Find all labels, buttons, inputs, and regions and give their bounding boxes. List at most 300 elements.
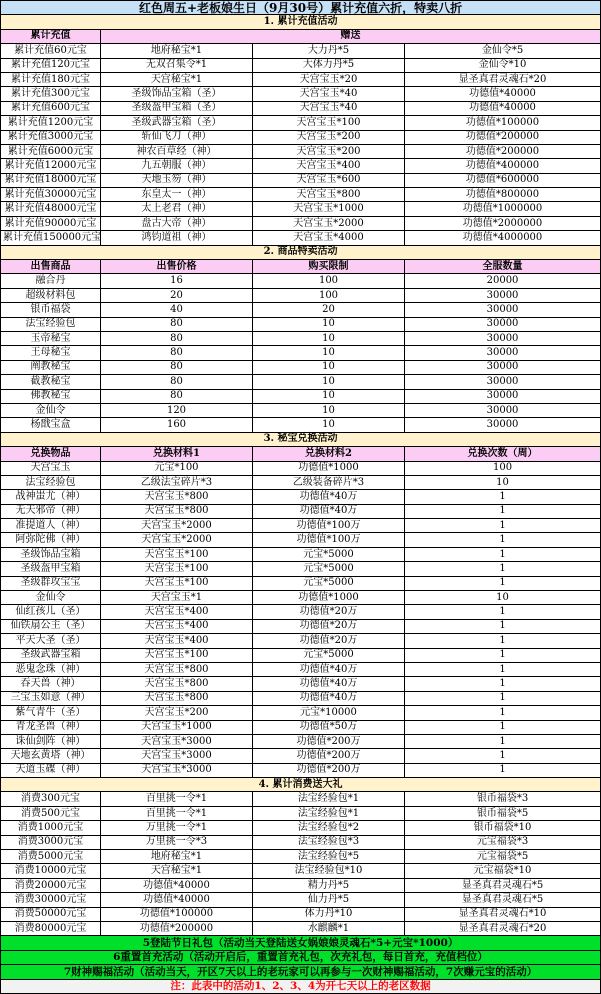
table-cell: 大力丹*5	[253, 44, 405, 58]
table-cell: 30000	[405, 346, 601, 360]
table-cell: 盘古大帝（神）	[101, 216, 253, 230]
table-cell: 圣级盔甲宝箱（圣）	[101, 101, 253, 115]
table-row	[1, 519, 601, 533]
table-cell: 累计充值30000元宝	[1, 188, 101, 202]
table-cell: 百里挑一令*1	[101, 806, 253, 820]
table-row	[1, 475, 601, 489]
column-header: 出售价格	[101, 260, 253, 274]
table-cell: 融合丹	[1, 274, 101, 288]
table-cell: 消费10000元宝	[1, 864, 101, 878]
table-cell: 30000	[405, 403, 601, 417]
table-cell: 仙铁扇公主（圣）	[1, 619, 101, 633]
table-cell: 20	[101, 288, 253, 302]
table-cell: 累计充值600元宝	[1, 101, 101, 115]
table-cell: 显圣真君灵魂石*5	[405, 893, 601, 907]
table-cell: 平天大圣（圣）	[1, 634, 101, 648]
table-cell: 功德值*400000	[405, 159, 601, 173]
table-cell: 地府秘宝*1	[101, 850, 253, 864]
table-cell: 功德值*40万	[253, 490, 405, 504]
table-cell: 显圣真君灵魂石*10	[405, 907, 601, 921]
table-cell: 累计充值300元宝	[1, 87, 101, 101]
table-cell: 功德值*2000000	[405, 216, 601, 230]
table-cell: 法宝经验包*1	[253, 792, 405, 806]
table-cell: 诛仙剑阵（神）	[1, 734, 101, 748]
table-cell: 法宝经验包	[1, 475, 101, 489]
section-heading	[1, 432, 601, 446]
table-cell: 天宫宝玉*200	[253, 144, 405, 158]
table-row	[1, 58, 601, 72]
table-cell: 10	[253, 418, 405, 432]
table-cell: 30000	[405, 331, 601, 345]
table-row	[1, 72, 601, 86]
table-cell: 100	[405, 461, 601, 475]
table-cell: 仙力丹*5	[253, 893, 405, 907]
table-cell: 三宝玉如意（神）	[1, 691, 101, 705]
header-row	[1, 29, 601, 43]
table-cell: 元宝*5000	[253, 648, 405, 662]
table-cell: 天宫宝玉*4000	[253, 231, 405, 245]
table-cell: 消费20000元宝	[1, 878, 101, 892]
table-cell: 功德值*100000	[405, 116, 601, 130]
table-cell: 无天邪帝（神）	[1, 504, 101, 518]
table-cell: 功德值*40000	[101, 893, 253, 907]
column-header: 兑换物品	[1, 447, 101, 461]
table-cell: 法宝经验包*5	[253, 850, 405, 864]
table-row	[1, 576, 601, 590]
table-row	[1, 173, 601, 187]
table-cell: 东皇太一（神）	[101, 188, 253, 202]
table-cell: 天宫宝玉*1000	[253, 202, 405, 216]
table-row	[1, 346, 601, 360]
table-cell: 1	[405, 720, 601, 734]
footer-row	[1, 979, 601, 993]
header-row	[1, 260, 601, 274]
table-cell: 天宫宝玉*3000	[101, 734, 253, 748]
section-heading	[1, 15, 601, 29]
table-row	[1, 907, 601, 921]
section-heading	[1, 245, 601, 259]
table-row	[1, 288, 601, 302]
table-cell: 30000	[405, 303, 601, 317]
table-cell: 圣级武器宝箱（圣）	[101, 116, 253, 130]
table-cell: 圣级饰品宝箱（圣）	[101, 87, 253, 101]
table-cell: 16	[101, 274, 253, 288]
section-title: 3. 秘宝兑换活动	[1, 432, 601, 446]
table-cell: 120	[101, 403, 253, 417]
table-row	[1, 202, 601, 216]
footer-row	[1, 965, 601, 979]
table-cell: 天宫秘宝*1	[101, 864, 253, 878]
table-cell: 元宝*5000	[253, 562, 405, 576]
table-cell: 功德值*200万	[253, 763, 405, 777]
table-cell: 天宫宝玉*1000	[101, 720, 253, 734]
table-cell: 30000	[405, 288, 601, 302]
table-cell: 百里挑一令*1	[101, 792, 253, 806]
table-cell: 功德值*20万	[253, 619, 405, 633]
table-cell: 30000	[405, 418, 601, 432]
table-cell: 1	[405, 533, 601, 547]
table-cell: 1	[405, 706, 601, 720]
table-cell: 天宫宝玉*400	[253, 159, 405, 173]
table-cell: 功德值*40万	[253, 662, 405, 676]
table-row	[1, 864, 601, 878]
table-cell: 80	[101, 346, 253, 360]
table-cell: 银币福袋*5	[405, 806, 601, 820]
table-cell: 1	[405, 662, 601, 676]
table-cell: 10	[253, 375, 405, 389]
table-row	[1, 706, 601, 720]
table-cell: 天宫宝玉*800	[253, 188, 405, 202]
table-cell: 天宫宝玉*100	[253, 116, 405, 130]
table-cell: 10	[405, 475, 601, 489]
table-cell: 吞天兽（神）	[1, 677, 101, 691]
table-cell: 元宝*5000	[253, 576, 405, 590]
table-cell: 80	[101, 331, 253, 345]
section-title: 4. 累计消费送大礼	[1, 778, 601, 792]
reset-first-recharge-activity: 6重置首充活动（活动开启后，重置首充礼包，次充礼包，每日首充，充值档位）	[1, 950, 601, 964]
table-cell: 天道玉碟（神）	[1, 763, 101, 777]
table-cell: 太上老君（神）	[101, 202, 253, 216]
table-row	[1, 418, 601, 432]
table-row	[1, 878, 601, 892]
header-row	[1, 447, 601, 461]
table-row	[1, 403, 601, 417]
table-cell: 消费50000元宝	[1, 907, 101, 921]
table-cell: 消费500元宝	[1, 806, 101, 820]
table-cell: 金仙令*5	[405, 44, 601, 58]
table-cell: 银币福袋	[1, 303, 101, 317]
table-cell: 100	[253, 274, 405, 288]
table-row	[1, 792, 601, 806]
table-cell: 大体力丹*5	[253, 58, 405, 72]
table-cell: 功德值*50万	[253, 720, 405, 734]
table-cell: 阿弥陀佛（神）	[1, 533, 101, 547]
table-cell: 1	[405, 648, 601, 662]
footer-row	[1, 950, 601, 964]
table-cell: 20	[253, 303, 405, 317]
table-row	[1, 634, 601, 648]
table-row	[1, 662, 601, 676]
column-header: 兑换次数（周）	[405, 447, 601, 461]
column-header: 赠送	[101, 29, 601, 43]
table-cell: 法宝经验包*1	[253, 806, 405, 820]
table-cell: 功德值*100万	[253, 519, 405, 533]
table-row	[1, 893, 601, 907]
table-cell: 天宫宝玉*800	[101, 490, 253, 504]
table-cell: 1	[405, 619, 601, 633]
table-cell: 功德值*20万	[253, 605, 405, 619]
table-cell: 消费1000元宝	[1, 821, 101, 835]
table-row	[1, 533, 601, 547]
table-row	[1, 317, 601, 331]
table-cell: 法宝经验包	[1, 317, 101, 331]
table-cell: 100	[253, 288, 405, 302]
table-cell: 累计充值12000元宝	[1, 159, 101, 173]
table-cell: 天宫宝玉*2000	[253, 216, 405, 230]
table-cell: 1	[405, 691, 601, 705]
table-row	[1, 619, 601, 633]
table-cell: 累计充值90000元宝	[1, 216, 101, 230]
table-cell: 1	[405, 763, 601, 777]
login-gift-activity: 5登陆节日礼包（活动当天登陆送女娲娘娘灵魂石*5+元宝*1000）	[1, 936, 601, 950]
table-cell: 神农百草经（神）	[101, 144, 253, 158]
table-cell: 万里挑一令*1	[101, 821, 253, 835]
table-cell: 战神蚩尤（神）	[1, 490, 101, 504]
table-cell: 消费300元宝	[1, 792, 101, 806]
table-cell: 法宝经验包*3	[253, 835, 405, 849]
table-cell: 80	[101, 317, 253, 331]
section-title: 1. 累计充值活动	[1, 15, 601, 29]
table-row	[1, 188, 601, 202]
table-cell: 1	[405, 605, 601, 619]
table-row	[1, 116, 601, 130]
table-cell: 天宫宝玉*3000	[101, 763, 253, 777]
table-row	[1, 835, 601, 849]
table-cell: 30000	[405, 389, 601, 403]
table-cell: 佛教秘宝	[1, 389, 101, 403]
table-row	[1, 720, 601, 734]
table-cell: 功德值*200万	[253, 749, 405, 763]
table-cell: 消费3000元宝	[1, 835, 101, 849]
table-cell: 圣级饰品宝箱	[1, 547, 101, 561]
fortune-blessing-activity: 7财神赐福活动（活动当天，开区7天以上的老玩家可以再参与一次财神赐福活动，7次赚元宝的活动）	[1, 965, 601, 979]
table-cell: 万里挑一令*3	[101, 835, 253, 849]
table-cell: 1	[405, 547, 601, 561]
table-row	[1, 331, 601, 345]
table-cell: 功德值*200000	[405, 130, 601, 144]
table-cell: 水麒麟*1	[253, 922, 405, 936]
table-cell: 天宫宝玉*3000	[101, 749, 253, 763]
table-cell: 功德值*200000	[101, 922, 253, 936]
table-cell: 显圣真君灵魂石*20	[405, 922, 601, 936]
table-cell: 天宫宝玉*800	[101, 691, 253, 705]
table-cell: 斩仙飞刀（神）	[101, 130, 253, 144]
table-cell: 天宫宝玉*400	[101, 605, 253, 619]
table-cell: 80	[101, 389, 253, 403]
table-cell: 超级材料包	[1, 288, 101, 302]
table-cell: 累计充值3000元宝	[1, 130, 101, 144]
table-row	[1, 101, 601, 115]
table-cell: 圣级武器宝箱	[1, 648, 101, 662]
table-cell: 功德值*200万	[253, 734, 405, 748]
table-row	[1, 144, 601, 158]
table-cell: 功德值*800000	[405, 188, 601, 202]
table-row	[1, 216, 601, 230]
table-cell: 天宫宝玉*200	[253, 130, 405, 144]
table-cell: 王母秘宝	[1, 346, 101, 360]
table-cell: 消费80000元宝	[1, 922, 101, 936]
table-cell: 累计充值60元宝	[1, 44, 101, 58]
table-cell: 元宝*10000	[253, 706, 405, 720]
table-cell: 鸿钧道祖（神）	[101, 231, 253, 245]
table-cell: 功德值*40万	[253, 691, 405, 705]
table-cell: 1	[405, 734, 601, 748]
table-cell: 玉帝秘宝	[1, 331, 101, 345]
table-cell: 法宝经验包*10	[253, 864, 405, 878]
table-row	[1, 922, 601, 936]
table-cell: 体力丹*10	[253, 907, 405, 921]
table-row	[1, 389, 601, 403]
table-row	[1, 547, 601, 561]
table-cell: 累计充值120元宝	[1, 58, 101, 72]
table-row	[1, 734, 601, 748]
table-cell: 乙级法宝碎片*3	[101, 475, 253, 489]
table-cell: 法宝经验包*2	[253, 821, 405, 835]
table-cell: 天宫宝玉*20	[253, 72, 405, 86]
table-cell: 10	[405, 591, 601, 605]
table-cell: 青龙圣兽（神）	[1, 720, 101, 734]
table-cell: 累计充值18000元宝	[1, 173, 101, 187]
table-row	[1, 490, 601, 504]
table-cell: 元宝*100	[101, 461, 253, 475]
table-cell: 1	[405, 576, 601, 590]
table-cell: 天地玉笏（神）	[101, 173, 253, 187]
table-cell: 天宫宝玉*1	[101, 591, 253, 605]
table-cell: 阐教秘宝	[1, 360, 101, 374]
table-row	[1, 159, 601, 173]
table-cell: 10	[253, 346, 405, 360]
table-cell: 圣级群攻宝宝	[1, 576, 101, 590]
table-cell: 消费5000元宝	[1, 850, 101, 864]
section-title: 2. 商品特卖活动	[1, 245, 601, 259]
table-cell: 无双召集令*1	[101, 58, 253, 72]
table-cell: 天宫宝玉*2000	[101, 533, 253, 547]
table-row	[1, 591, 601, 605]
table-cell: 天宫宝玉*40	[253, 87, 405, 101]
table-cell: 天宫宝玉*200	[101, 706, 253, 720]
table-cell: 功德值*20万	[253, 634, 405, 648]
table-row	[1, 821, 601, 835]
table-row	[1, 87, 601, 101]
table-cell: 1	[405, 504, 601, 518]
table-cell: 20000	[405, 274, 601, 288]
footer-row	[1, 936, 601, 950]
table-cell: 功德值*40000	[101, 878, 253, 892]
table-cell: 天宫秘宝*1	[101, 72, 253, 86]
table-cell: 天宫宝玉*100	[101, 576, 253, 590]
table-cell: 天宫宝玉*100	[101, 562, 253, 576]
table-row	[1, 360, 601, 374]
table-cell: 1	[405, 490, 601, 504]
table-row	[1, 850, 601, 864]
table-cell: 10	[253, 360, 405, 374]
table-cell: 仙红孩儿（圣）	[1, 605, 101, 619]
table-cell: 天地玄黄塔（神）	[1, 749, 101, 763]
table-cell: 30000	[405, 360, 601, 374]
table-cell: 40	[101, 303, 253, 317]
table-cell: 80	[101, 360, 253, 374]
table-cell: 30000	[405, 375, 601, 389]
table-row	[1, 806, 601, 820]
table-cell: 紫气青牛（圣）	[1, 706, 101, 720]
column-header: 全服数量	[405, 260, 601, 274]
table-row	[1, 130, 601, 144]
table-cell: 累计充值180元宝	[1, 72, 101, 86]
table-cell: 元宝福袋*5	[405, 850, 601, 864]
column-header: 累计充值	[1, 29, 101, 43]
table-cell: 功德值*40万	[253, 504, 405, 518]
table-cell: 天宫宝玉*100	[101, 547, 253, 561]
table-cell: 天宫宝玉*400	[101, 619, 253, 633]
table-row	[1, 375, 601, 389]
page-title: 红色周五+老板娘生日（9月30号）累计充值六折，特卖八折	[1, 1, 601, 15]
table-cell: 160	[101, 418, 253, 432]
table-cell: 1	[405, 519, 601, 533]
table-cell: 1	[405, 562, 601, 576]
table-row	[1, 691, 601, 705]
table-cell: 功德值*1000	[253, 461, 405, 475]
table-cell: 银币福袋*10	[405, 821, 601, 835]
table-cell: 准提道人（神）	[1, 519, 101, 533]
table-cell: 累计充值48000元宝	[1, 202, 101, 216]
table-cell: 功德值*40000	[405, 87, 601, 101]
table-cell: 显圣真君灵魂石*20	[405, 72, 601, 86]
table-cell: 天宫宝玉*100	[101, 648, 253, 662]
table-cell: 天宫宝玉*800	[101, 504, 253, 518]
column-header: 出售商品	[1, 260, 101, 274]
column-header: 兑换材料1	[101, 447, 253, 461]
table-cell: 银币福袋*3	[405, 792, 601, 806]
table-cell: 10	[253, 317, 405, 331]
table-cell: 天宫宝玉	[1, 461, 101, 475]
table-cell: 功德值*100万	[253, 533, 405, 547]
table-cell: 功德值*40万	[253, 677, 405, 691]
table-cell: 天宫宝玉*2000	[101, 519, 253, 533]
table-cell: 天宫宝玉*400	[101, 634, 253, 648]
table-cell: 功德值*600000	[405, 173, 601, 187]
table-cell: 消费30000元宝	[1, 893, 101, 907]
table-row	[1, 461, 601, 475]
table-cell: 天宫宝玉*800	[101, 662, 253, 676]
table-cell: 元宝福袋*3	[405, 835, 601, 849]
table-cell: 1	[405, 677, 601, 691]
section-heading	[1, 778, 601, 792]
table-cell: 地府秘宝*1	[101, 44, 253, 58]
table-cell: 元宝*5000	[253, 547, 405, 561]
table-cell: 10	[253, 403, 405, 417]
column-header: 兑换材料2	[253, 447, 405, 461]
table-cell: 金仙令	[1, 591, 101, 605]
table-cell: 10	[253, 389, 405, 403]
table-cell: 10	[253, 331, 405, 345]
table-cell: 天宫宝玉*600	[253, 173, 405, 187]
table-row	[1, 44, 601, 58]
table-cell: 金仙令*10	[405, 58, 601, 72]
table-cell: 杨戬宝盒	[1, 418, 101, 432]
table-cell: 显圣真君灵魂石*5	[405, 878, 601, 892]
table-row	[1, 274, 601, 288]
table-cell: 天宫宝玉*800	[101, 677, 253, 691]
table-cell: 功德值*200000	[405, 144, 601, 158]
table-cell: 30000	[405, 317, 601, 331]
table-row	[1, 677, 601, 691]
table-cell: 功德值*100000	[101, 907, 253, 921]
table-row	[1, 605, 601, 619]
table-cell: 精力丹*5	[253, 878, 405, 892]
table-cell: 功德值*40000	[405, 101, 601, 115]
column-header: 购买限制	[253, 260, 405, 274]
table-row	[1, 504, 601, 518]
table-cell: 恶鬼念珠（神）	[1, 662, 101, 676]
table-row	[1, 231, 601, 245]
table-row	[1, 648, 601, 662]
table-cell: 累计充值1200元宝	[1, 116, 101, 130]
table-row	[1, 562, 601, 576]
table-cell: 功德值*1000000	[405, 202, 601, 216]
table-cell: 截教秘宝	[1, 375, 101, 389]
table-cell: 累计充值150000元宝	[1, 231, 101, 245]
table-row	[1, 749, 601, 763]
